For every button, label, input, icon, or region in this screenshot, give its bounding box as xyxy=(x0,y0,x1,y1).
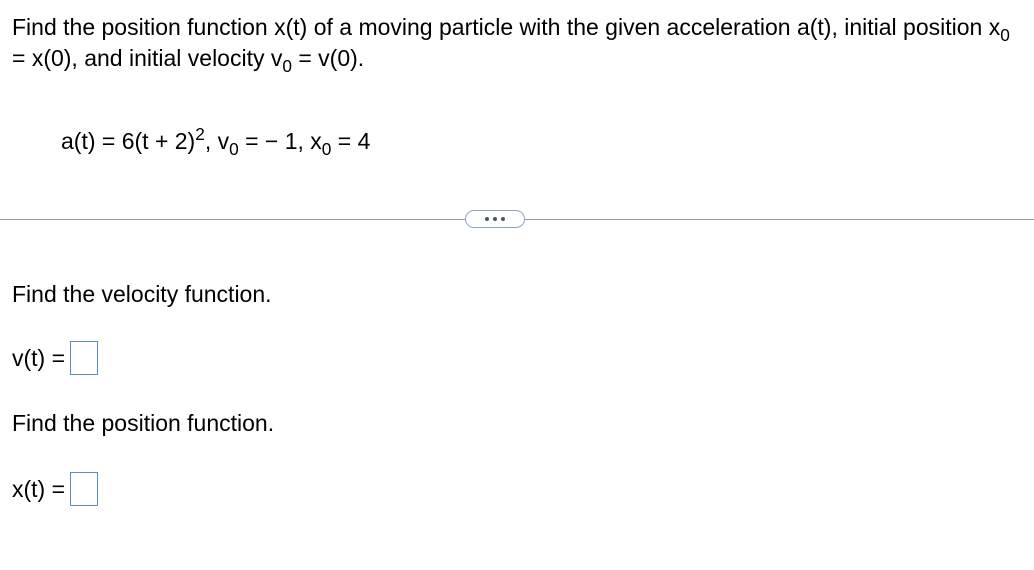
velocity-instruction: Find the velocity function. xyxy=(12,281,272,307)
problem-statement xyxy=(12,12,1027,77)
ellipsis-icon xyxy=(485,217,489,221)
velocity-answer-row xyxy=(12,341,98,375)
position-answer-input[interactable] xyxy=(70,472,98,506)
position-answer-label: x(t) = xyxy=(12,475,66,502)
problem-text-part-2: = x(0), and initial velocity v xyxy=(12,45,283,71)
ellipsis-icon-dot xyxy=(501,217,505,221)
velocity-answer-label: v(t) = xyxy=(12,344,66,371)
initial-velocity-subscript: 0 xyxy=(229,139,239,160)
initial-position-subscript: 0 xyxy=(321,139,332,160)
acceleration-expression: a(t) = 6(t + 2) xyxy=(61,128,196,154)
show-more-button[interactable] xyxy=(465,210,525,228)
v0-subscript: 0 xyxy=(282,56,292,77)
problem-text-part-1: Find the position function x(t) of a moving particle with the given acceleration a(t), initial position x xyxy=(12,14,1001,40)
ellipsis-icon-dot xyxy=(493,217,497,221)
initial-position-value: = 4 xyxy=(331,128,371,154)
initial-velocity-label: , v xyxy=(204,128,230,154)
velocity-answer-input[interactable] xyxy=(70,341,98,375)
position-answer-row xyxy=(12,472,98,506)
given-conditions xyxy=(61,123,371,160)
position-instruction: Find the position function. xyxy=(12,410,275,436)
problem-text-part-3: = v(0). xyxy=(291,45,365,71)
x0-subscript: 0 xyxy=(1000,25,1010,46)
acceleration-exponent: 2 xyxy=(195,123,205,144)
initial-velocity-value: = − 1, x xyxy=(238,128,322,154)
